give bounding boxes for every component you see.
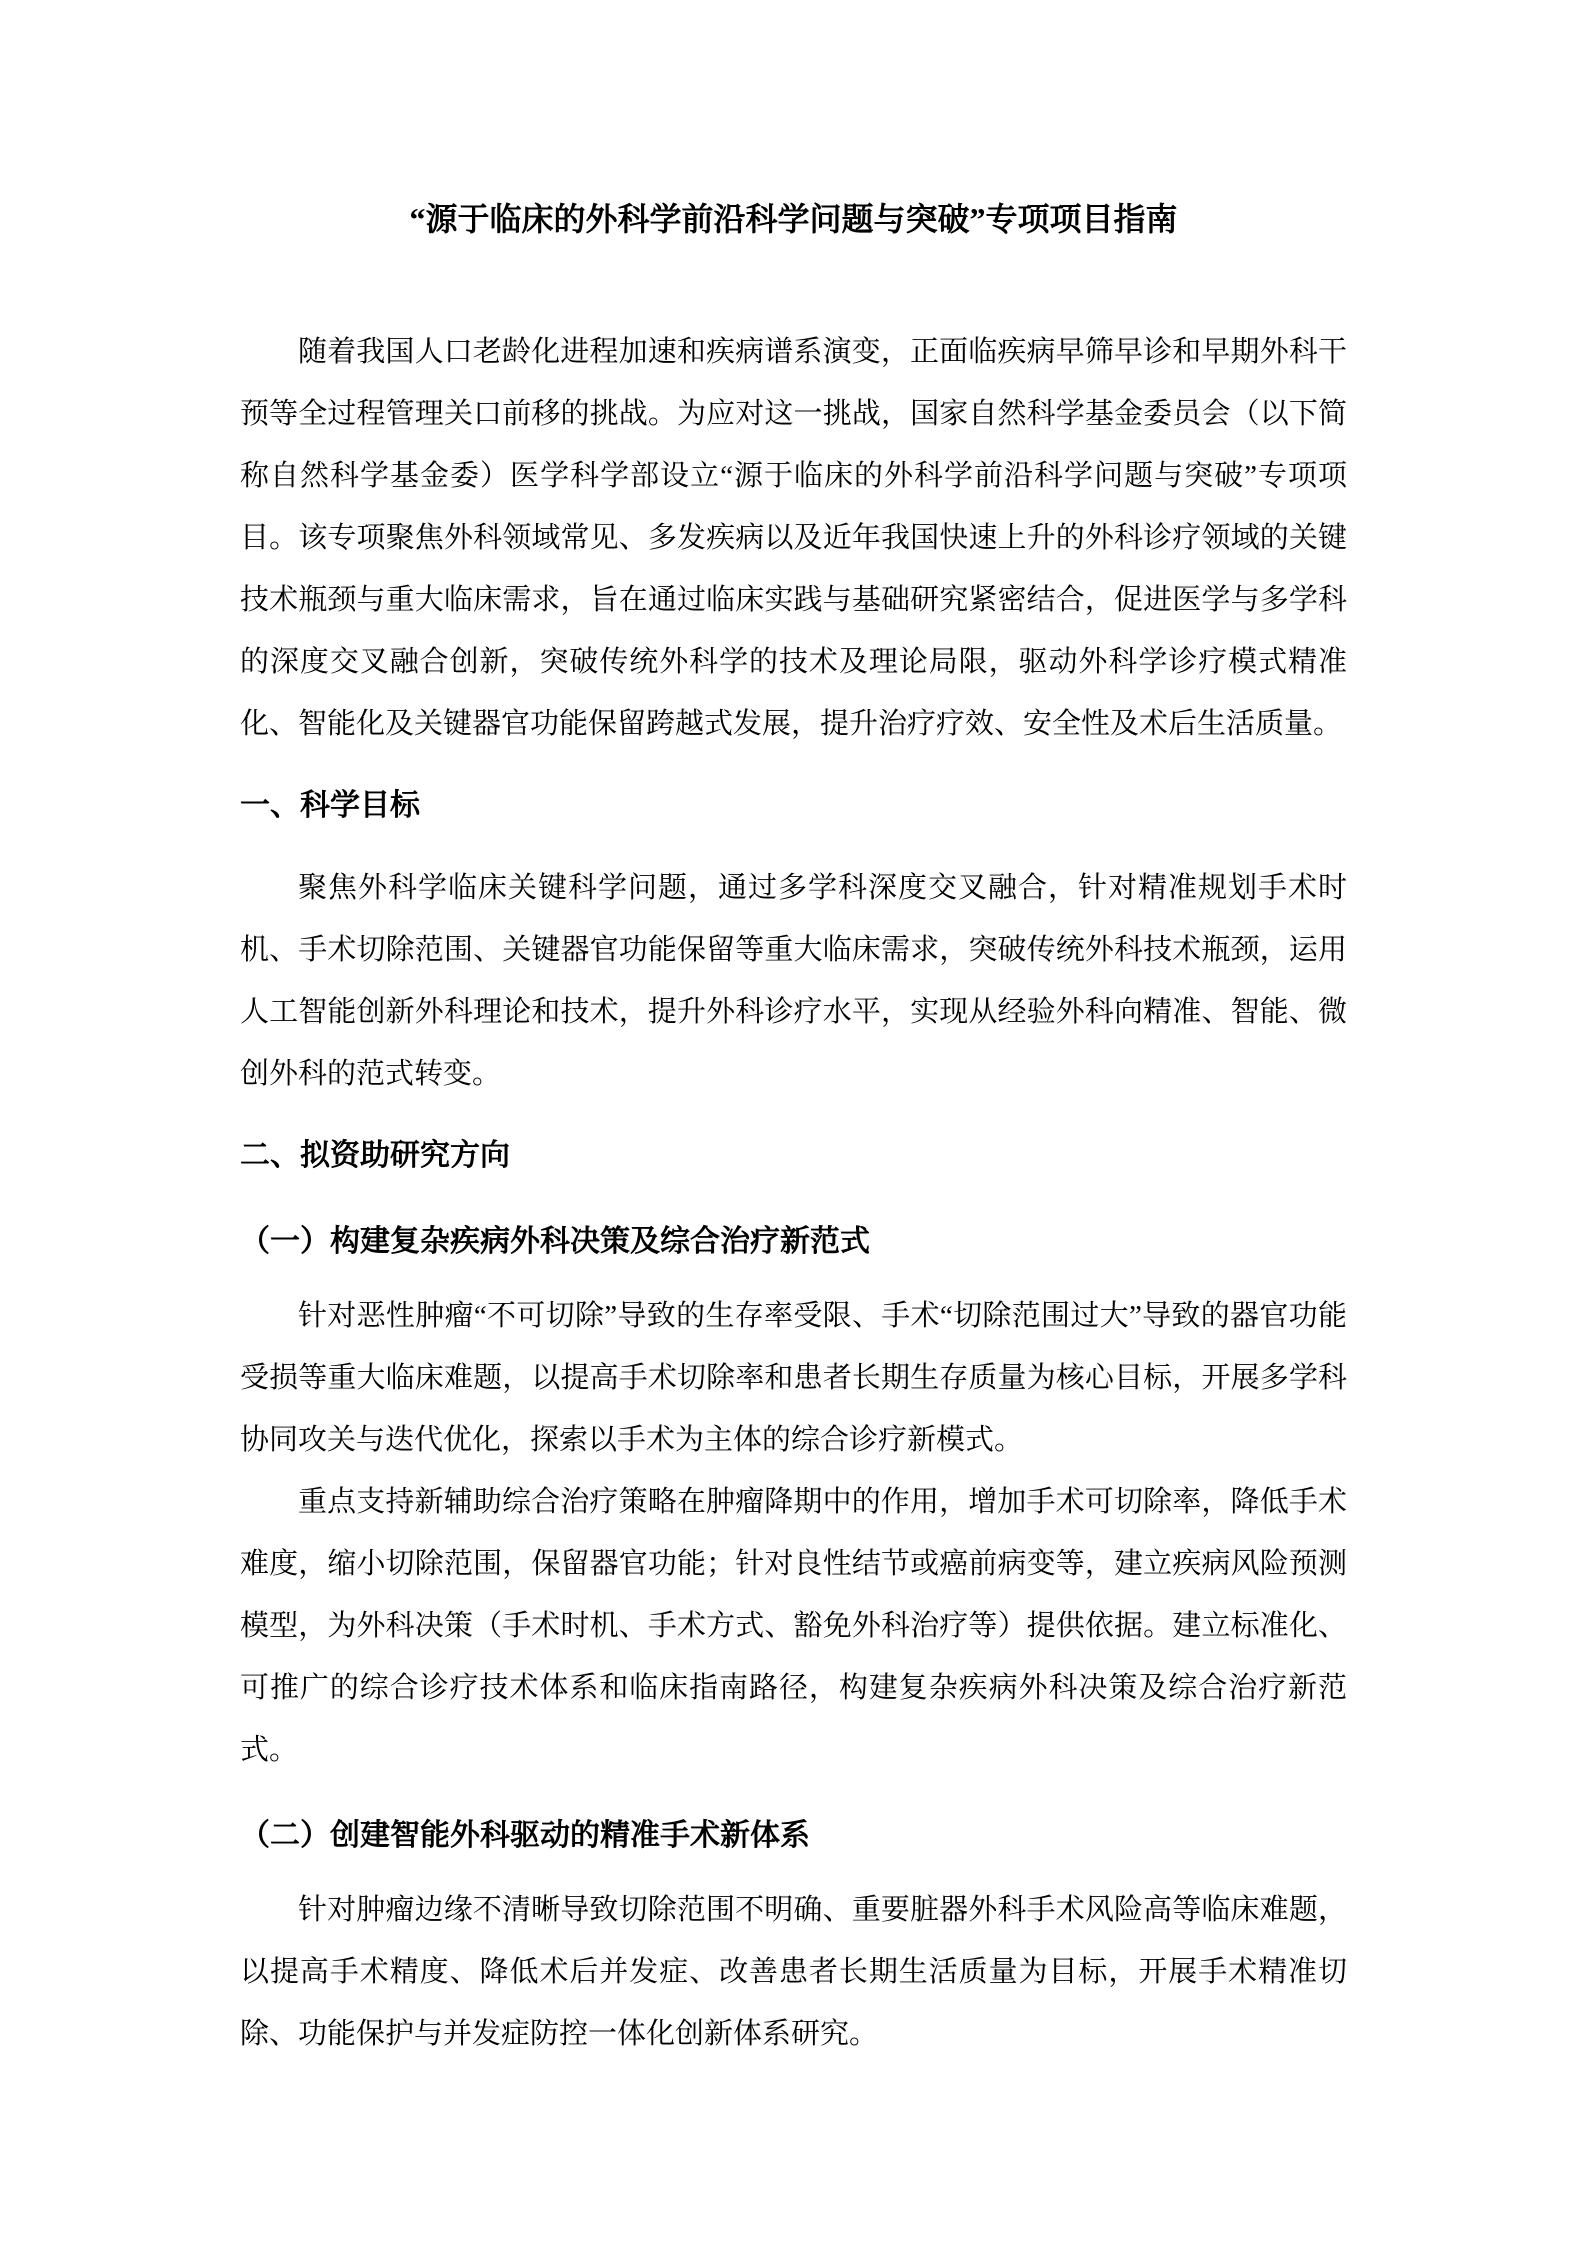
body-paragraph: 针对恶性肿瘤“不可切除”导致的生存率受限、手术“切除范围过大”导致的器官功能受损等重大临床难题，以提高手术切除率和患者长期生存质量为核心目标，开展多学科协同攻关与迭代优化，探索以手术为主体的综合诊疗新模式。 (240, 1300, 1347, 1456)
subsection-heading: （一）构建复杂疾病外科决策及综合治疗新范式 (240, 1225, 870, 1258)
document-content (240, 196, 1347, 2065)
section-heading: 一、科学目标 (240, 789, 420, 822)
body-paragraph: 聚焦外科学临床关键科学问题，通过多学科深度交叉融合，针对精准规划手术时机、手术切除范围、关键器官功能保留等重大临床需求，突破传统外科技术瓶颈，运用人工智能创新外科理论和技术，提升外科诊疗水平，实现从经验外科向精准、智能、微创外科的范式转变。 (240, 872, 1347, 1090)
body-paragraph: 针对肿瘤边缘不清晰导致切除范围不明确、重要脏器外科手术风险高等临床难题，以提高手术精度、降低术后并发症、改善患者长期生活质量为目标，开展手术精准切除、功能保护与并发症防控一体化创新体系研究。 (240, 1894, 1347, 2050)
document-body (240, 321, 1347, 2065)
subsection-heading: （二）创建智能外科驱动的精准手术新体系 (240, 1819, 810, 1852)
section-heading: 二、拟资助研究方向 (240, 1139, 510, 1172)
body-paragraph: 随着我国人口老龄化进程加速和疾病谱系演变，正面临疾病早筛早诊和早期外科干预等全过程管理关口前移的挑战。为应对这一挑战，国家自然科学基金委员会（以下简称自然科学基金委）医学科学部设立“源于临床的外科学前沿科学问题与突破”专项项目。该专项聚焦外科领域常见、多发疾病以及近年我国快速上升的外科诊疗领域的关键技术瓶颈与重大临床需求，旨在通过临床实践与基础研究紧密结合，促进医学与多学科的深度交叉融合创新，突破传统外科学的技术及理论局限，驱动外科学诊疗模式精准化、智能化及关键器官功能保留跨越式发展，提升治疗疗效、安全性及术后生活质量。 (240, 336, 1347, 740)
document-title: “源于临床的外科学前沿科学问题与突破”专项项目指南 (409, 201, 1178, 237)
body-paragraph: 重点支持新辅助综合治疗策略在肿瘤降期中的作用，增加手术可切除率，降低手术难度，缩小切除范围，保留器官功能；针对良性结节或癌前病变等，建立疾病风险预测模型，为外科决策（手术时机、手术方式、豁免外科治疗等）提供依据。建立标准化、可推广的综合诊疗技术体系和临床指南路径，构建复杂疾病外科决策及综合治疗新范式。 (240, 1486, 1347, 1766)
